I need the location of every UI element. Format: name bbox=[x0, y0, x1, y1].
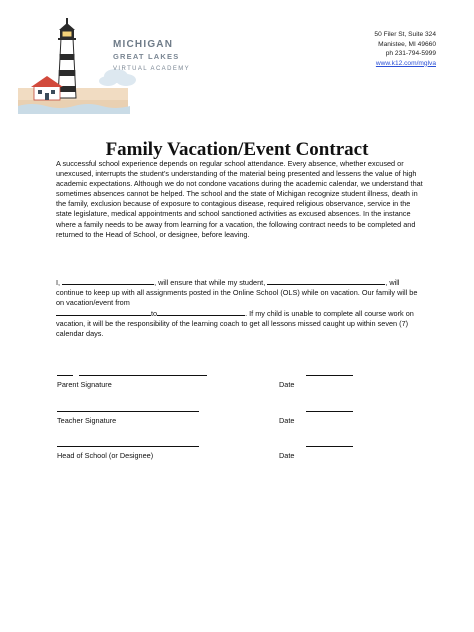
pledge-paragraph bbox=[56, 277, 424, 340]
intro-paragraph: A successful school experience depends on regular school attendance. Every absence, whether excused or unexcused, interrupts the student’s understanding of the material being presented and lessens the value of high academic expectations. Although we do not condone vacations during the academic calendar, we understand that sometimes absences cannot be helped. The school and the state of Michigan recognize student illness, death in the family, exclusion because of exposure to contagious disease, required religious observance, service in the state legislature, medical appointments and school sanctioned activities as excused absences. In the instance where a family needs to be away from learning for a vacation, the following contract needs to be completed and returned to the Head of School, or designee, before leaving. bbox=[56, 159, 423, 239]
logo-line-2: GREAT LAKES bbox=[113, 52, 180, 61]
parent-sig-line-short[interactable] bbox=[57, 375, 73, 376]
teacher-date-line[interactable] bbox=[306, 411, 353, 412]
document-title: Family Vacation/Event Contract bbox=[105, 139, 369, 160]
teacher-signature-line[interactable] bbox=[57, 411, 199, 412]
pledge-keep-up: will continue to keep up with all assignments posted in the Online School (OLS) while on vacation. Our family will be on vacation/event from bbox=[56, 278, 418, 308]
parent-date-label: Date bbox=[279, 380, 295, 389]
parent-name-blank[interactable] bbox=[62, 277, 154, 285]
address-city: Manistee, MI 49660 bbox=[378, 40, 436, 48]
address-street: 50 Filer St, Suite 324 bbox=[374, 31, 436, 38]
school-address bbox=[374, 30, 436, 68]
pledge-will-ensure: , will ensure that while my student, bbox=[154, 278, 266, 287]
address-phone: ph 231-794-5999 bbox=[385, 50, 436, 58]
vacation-end-blank[interactable] bbox=[157, 308, 245, 316]
pledge-comma: , bbox=[385, 278, 388, 287]
website-link[interactable]: www.k12.com/mglva bbox=[375, 59, 436, 67]
head-signature-label: Head of School (or Designee) bbox=[57, 451, 154, 460]
teacher-signature-label: Teacher Signature bbox=[57, 416, 117, 425]
pledge-to: to bbox=[151, 309, 158, 319]
teacher-date-label: Date bbox=[279, 416, 295, 425]
parent-date-line[interactable] bbox=[306, 375, 353, 376]
head-signature-line[interactable] bbox=[57, 446, 199, 447]
parent-signature-line[interactable] bbox=[79, 375, 207, 376]
logo-line-1: MICHIGAN bbox=[113, 39, 174, 50]
logo-wordmark bbox=[113, 39, 190, 75]
logo-line-3: VIRTUAL ACADEMY bbox=[113, 66, 191, 72]
parent-signature-label: Parent Signature bbox=[57, 380, 112, 389]
pledge-i: I, bbox=[56, 278, 61, 287]
pledge-rest: . If my child is unable to complete all course work on vacation, it will be the responsibility of the learning coach to get all lessons missed caught up within seven (7) calendar days. bbox=[56, 309, 414, 339]
student-name-blank[interactable] bbox=[267, 277, 388, 287]
school-logo bbox=[18, 10, 191, 120]
head-date-label: Date bbox=[279, 451, 295, 460]
head-date-line[interactable] bbox=[306, 446, 353, 447]
vacation-start-blank[interactable] bbox=[56, 308, 151, 316]
